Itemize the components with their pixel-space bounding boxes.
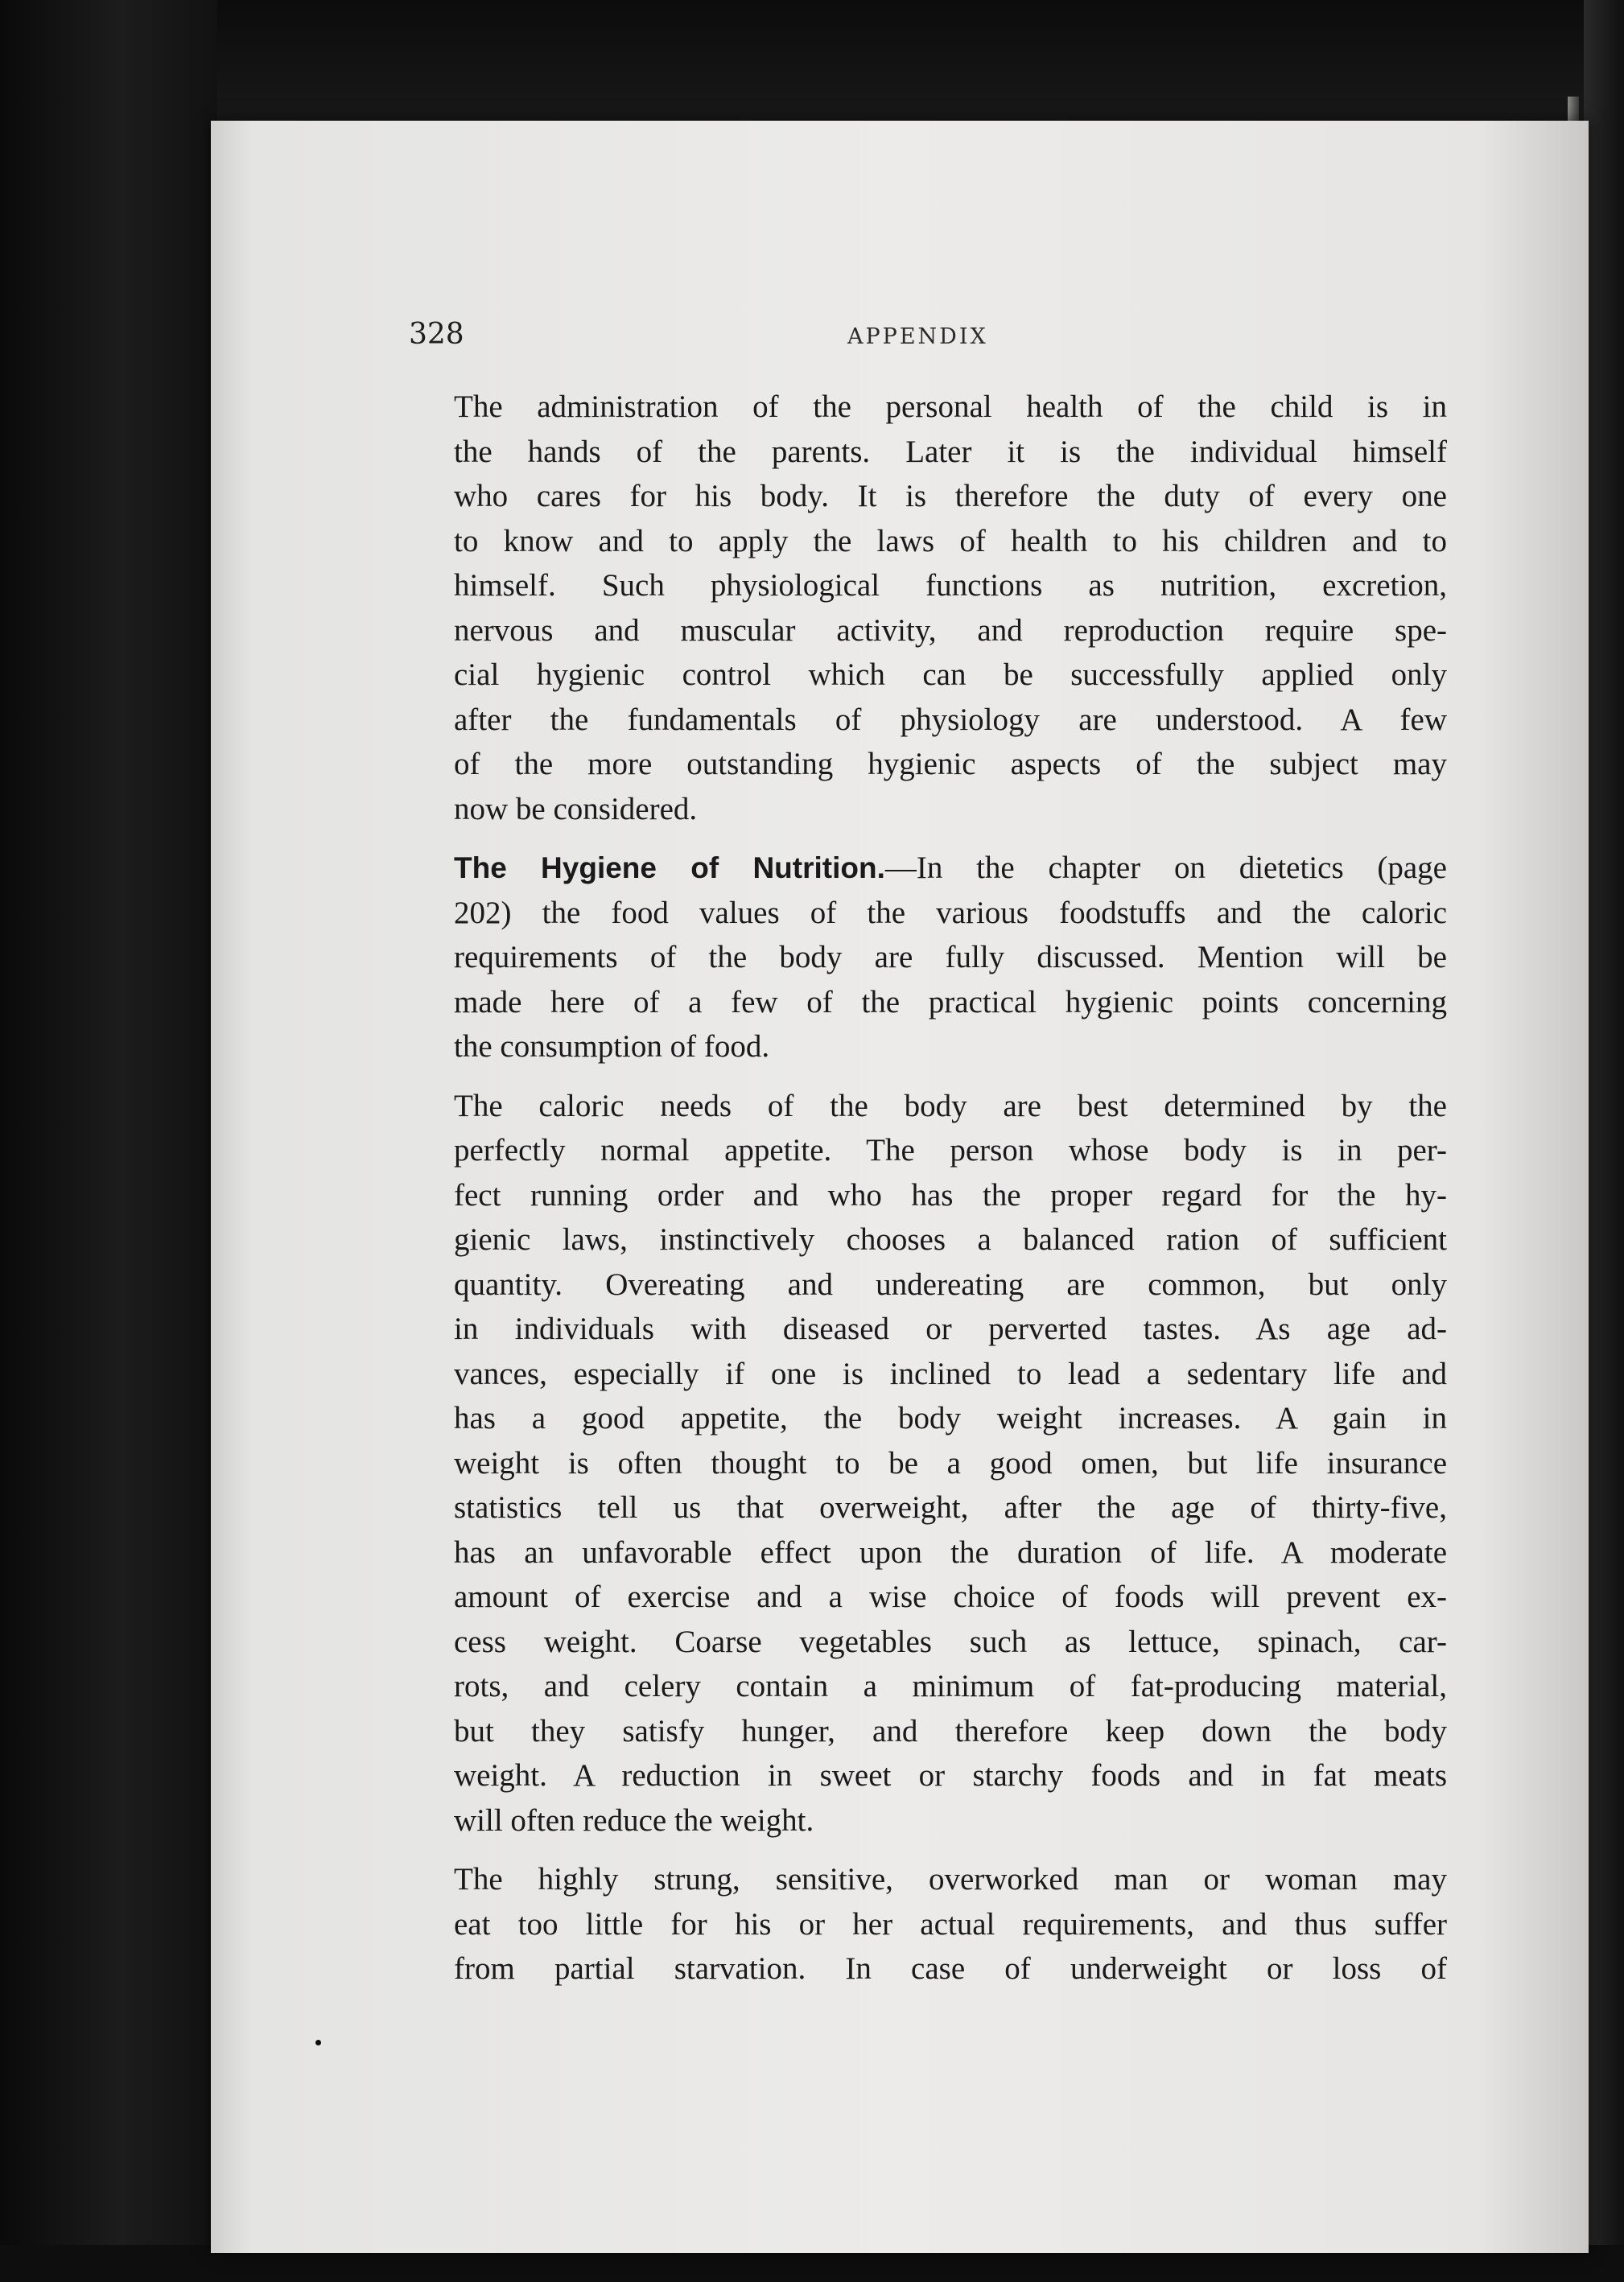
text-line: will often reduce the weight. (454, 1802, 814, 1838)
text-line: made here of a few of the practical hygienic points concerning (454, 984, 1447, 1019)
text-line: The caloric needs of the body are best determined by the (454, 1088, 1447, 1123)
scanner-background-left (0, 0, 217, 2282)
paragraph-hygiene-of-nutrition (409, 846, 1447, 1069)
text-line: fect running order and who has the proper regard for the hy- (454, 1177, 1447, 1213)
text-line: The administration of the personal health of the child is in (454, 389, 1447, 424)
text-line: of the more outstanding hygienic aspects of the subject may (454, 747, 1447, 781)
paragraph-caloric-needs (409, 1084, 1447, 1843)
text-line: but they satisfy hunger, and therefore keep down the body (454, 1713, 1447, 1749)
text-line-with-heading (409, 846, 1447, 891)
text-line: perfectly normal appetite. The person whose body is in per- (454, 1133, 1447, 1168)
text-line: has a good appetite, the body weight increases. A gain in (454, 1401, 1447, 1436)
text-line: in individuals with diseased or perverted tastes. As age ad- (454, 1312, 1447, 1346)
scan-speck (315, 2040, 321, 2045)
text-line: gienic laws, instinctively chooses a balanced ration of sufficient (454, 1222, 1447, 1257)
text-line: The highly strung, sensitive, overworked man or woman may (454, 1862, 1447, 1897)
text-line: eat too little for his or her actual requirements, and thus suffer (454, 1906, 1447, 1942)
text-line: weight. A reduction in sweet or starchy foods and in fat meats (454, 1758, 1447, 1793)
text-line: 202) the food values of the various foodstuffs and the caloric (454, 895, 1447, 930)
text-line: rots, and celery contain a minimum of fat-producing material, (454, 1669, 1447, 1703)
running-head (409, 318, 1455, 358)
scanner-background-top (0, 0, 1624, 137)
text-line: from partial starvation. In case of underweight or loss of (454, 1951, 1447, 1986)
page-number: 328 (409, 318, 464, 351)
text-line: to know and to apply the laws of health to his children and to (454, 523, 1447, 558)
text-line: cess weight. Coarse vegetables such as lettuce, spinach, car- (454, 1624, 1447, 1659)
text-line: vances, especially if one is inclined to lead a sedentary life and (454, 1356, 1447, 1391)
text-line: after the fundamentals of physiology are understood. A few (454, 702, 1447, 737)
text-line: nervous and muscular activity, and reproduction require spe- (454, 612, 1447, 648)
text-fragment: —In the chapter on dietetics (page (884, 851, 1447, 885)
paragraph-personal-health (409, 385, 1447, 831)
text-line: now be considered. (454, 791, 698, 826)
body-text (409, 385, 1447, 2006)
text-line: weight is often thought to be a good omen, but life insurance (454, 1445, 1447, 1481)
text-line: who cares for his body. It is therefore the duty of every one (454, 479, 1447, 513)
text-line: requirements of the body are fully discussed. Mention will be (454, 940, 1447, 974)
text-line: amount of exercise and a wise choice of foods will prevent ex- (454, 1580, 1447, 1614)
text-line: quantity. Overeating and undereating are common, but only (454, 1267, 1447, 1302)
text-line: cial hygienic control which can be successfully applied only (454, 657, 1447, 692)
text-line: the consumption of food. (454, 1029, 770, 1064)
text-line: the hands of the parents. Later it is the individual himself (454, 434, 1447, 469)
section-heading: The Hygiene of Nutrition. (454, 851, 885, 884)
scanner-background-right (1584, 0, 1624, 2282)
text-line: himself. Such physiological functions as nutrition, excretion, (454, 568, 1447, 603)
text-line: has an unfavorable effect upon the duration of life. A moderate (454, 1534, 1447, 1570)
running-title: APPENDIX (847, 324, 988, 349)
paragraph-underweight (409, 1857, 1447, 1992)
text-line: statistics tell us that overweight, after the age of thirty-five, (454, 1490, 1447, 1525)
